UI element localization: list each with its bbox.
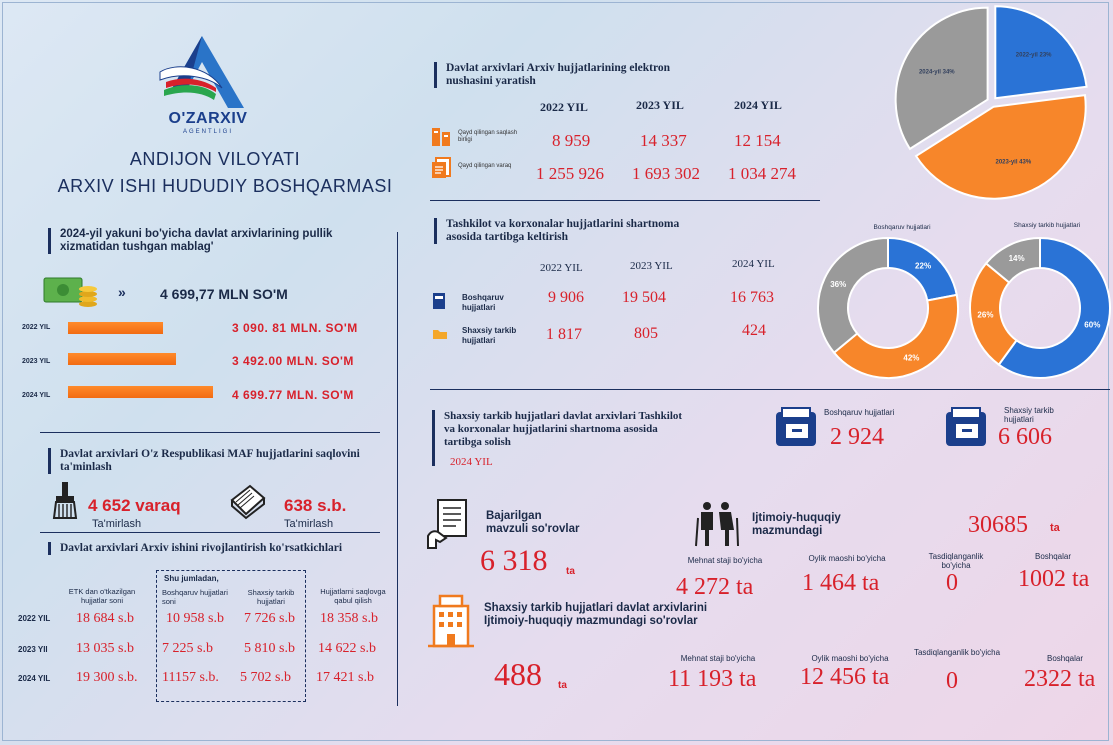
logo-text: O'ZARXIV (168, 110, 248, 127)
income-value: 3 090. 81 MLN. SO'M (232, 321, 358, 335)
electronic-cell: 8 959 (552, 131, 591, 150)
contract-cell: 19 504 (622, 289, 666, 306)
thematic-value: 6 318 (480, 544, 548, 577)
income-bar (68, 322, 163, 334)
contract-cell: 16 763 (730, 289, 774, 306)
indicators-col-header: ETK dan o'tkazilgan hujjatlar soni (68, 587, 136, 605)
divider (40, 432, 380, 433)
social-col-header: Mehnat staji bo'yicha (687, 556, 763, 565)
divider (430, 389, 1110, 390)
restore-heading: Davlat arxivlari O'z Respublikasi MAF hujjatlarini saqlovini ta'minlash (48, 448, 360, 474)
income-year: 2022 YIL (22, 324, 51, 331)
streamline-item-label: Boshqaruv hujjatlari (824, 408, 895, 417)
electronic-cell: 1 693 302 (632, 164, 700, 183)
money-icon (42, 274, 100, 310)
contract-row-label: Boshqaruv hujjatlari (462, 293, 504, 312)
indicators-year: 2023 YIl (18, 645, 48, 654)
binder-icon (432, 292, 446, 310)
streamline-item-value: 2 924 (830, 424, 884, 450)
electronic-cell: 12 154 (734, 131, 781, 150)
indicators-cell: 5 702 s.b (240, 670, 291, 685)
folder-icon (432, 328, 448, 340)
personal-col-header: Mehnat staji bo'yicha (680, 654, 756, 663)
restore-units-value: 638 s.b. (284, 496, 347, 515)
income-year: 2024 YIL (22, 392, 51, 399)
electronic-pie-chart (888, 2, 1098, 202)
personal-label: Shaxsiy tarkib hujjatlari davlat arxivlarini Ijtimoiy-huquqiy mazmundagi so'rovlar (484, 602, 708, 627)
income-year: 2023 YIL (22, 358, 51, 365)
file-drawer-icon (774, 406, 820, 450)
income-bar (68, 386, 213, 398)
indicators-cell: 18 358 s.b (320, 611, 378, 626)
streamline-item-label: Shaxsiy tarkib hujjatlari (1004, 406, 1054, 424)
donut-title: Boshqaruv hujjatlari (873, 224, 931, 231)
social-total: 30685 (968, 512, 1028, 538)
boshqaruv-donut-chart (814, 234, 962, 382)
thematic-unit: ta (566, 566, 575, 577)
indicators-cell: 17 421 s.b (316, 670, 374, 685)
social-value: 4 272 ta (676, 574, 754, 600)
pie-label: 60% (1084, 320, 1101, 330)
indicators-cell: 5 810 s.b (244, 641, 295, 656)
book-icon (228, 480, 268, 520)
indicators-col-header: Hujjatlarni saqlovga qabul qilish (320, 587, 386, 605)
personal-value: 488 (494, 656, 542, 692)
title-region: ANDIJON VILOYATI (129, 149, 301, 169)
contract-heading: Tashkilot va korxonalar hujjatlarini shartnoma asosida tartibga keltirish (434, 218, 716, 244)
pie-label: 2024-yil 34% (918, 69, 955, 76)
divider (430, 200, 820, 201)
pie-label: 2023-yil 43% (995, 159, 1032, 166)
archive-box-icon (430, 126, 454, 148)
contract-cell: 1 817 (546, 326, 582, 343)
title-department: ARXIV ISHI HUDUDIY BOSHQARMASI (57, 176, 393, 196)
electronic-heading: Davlat arxivlari Arxiv hujjatlarining elektron nushasini yaratish (434, 62, 696, 88)
personal-unit: ta (558, 680, 567, 691)
electronic-row-label: Qayd qilingan varaq (458, 163, 512, 169)
streamline-year: 2024 YIL (450, 456, 493, 468)
contract-cell: 9 906 (548, 289, 584, 306)
indicators-col-header: Shaxsiy tarkib hujjatlari (247, 588, 295, 606)
contract-year: 2023 YIL (630, 260, 673, 272)
restore-pages-value: 4 652 varaq (88, 496, 181, 515)
contract-year: 2022 YIL (540, 262, 583, 274)
indicators-cell: 11157 s.b. (162, 670, 219, 685)
pie-slice-2024 (818, 238, 888, 353)
restore-units-label: Ta'mirlash (284, 518, 334, 530)
indicators-cell: 13 035 s.b (76, 641, 134, 656)
contract-cell: 424 (742, 322, 766, 339)
pie-label: 14% (1008, 253, 1025, 263)
donut-title: Shaxsiy tarkib hujjatlari (1013, 222, 1081, 229)
file-drawer-icon (944, 406, 990, 450)
personal-cell: 11 193 ta (668, 666, 757, 692)
indicators-group-label: Shu jumladan, (164, 574, 219, 583)
indicators-cell: 18 684 s.b (76, 611, 134, 626)
contract-year: 2024 YIL (732, 258, 775, 270)
income-value: 4 699.77 MLN. SO'M (232, 388, 354, 402)
indicators-year: 2022 YIL (18, 614, 51, 623)
indicators-cell: 19 300 s.b. (76, 670, 138, 685)
social-col-header: Boshqalar (1034, 552, 1072, 561)
electronic-cell: 1 255 926 (536, 164, 604, 183)
electronic-cell: 1 034 274 (728, 164, 796, 183)
shaxsiy-donut-chart (966, 234, 1113, 382)
electronic-cell: 14 337 (640, 131, 687, 150)
social-value: 1002 ta (1018, 566, 1090, 592)
indicators-cell: 7 225 s.b (162, 641, 213, 656)
indicators-cell: 14 622 s.b (318, 641, 376, 656)
personal-cell: 0 (946, 668, 958, 694)
income-heading: 2024-yil yakuni bo'yicha davlat arxivlarining pullik xizmatidan tushgan mablag' (48, 228, 360, 254)
electronic-year: 2024 YIL (734, 98, 782, 112)
pie-label: 22% (915, 261, 932, 271)
personal-col-header: Tasdiqlanganlik bo'yicha (913, 648, 1001, 657)
document-hand-icon (426, 498, 470, 550)
personal-cell: 12 456 ta (800, 664, 890, 690)
social-col-header: Tasdiqlanganlik bo'yicha (928, 552, 984, 570)
thematic-label: Bajarilgan mavzuli so'rovlar (486, 510, 580, 535)
ozarxiv-logo-icon (158, 32, 250, 112)
social-total-unit: ta (1050, 522, 1060, 534)
electronic-year: 2022 YIL (540, 100, 588, 114)
divider-vertical (397, 232, 398, 706)
pie-label: 42% (903, 353, 920, 363)
social-value: 1 464 ta (802, 570, 880, 596)
indicators-year: 2024 YIL (18, 674, 51, 683)
social-label: Ijtimoiy-huquqiy mazmundagi (752, 512, 841, 537)
restore-pages-label: Ta'mirlash (92, 518, 142, 530)
income-bar (68, 353, 176, 365)
contract-cell: 805 (634, 325, 658, 342)
building-icon (426, 592, 476, 648)
pie-label: 36% (830, 280, 847, 290)
divider (40, 532, 380, 533)
indicators-cell: 10 958 s.b (166, 611, 224, 626)
pie-label: 2022-yil 23% (1015, 52, 1052, 59)
double-chevron-icon: » (118, 284, 126, 300)
document-stack-icon (430, 156, 454, 180)
income-value: 3 492.00 MLN. SO'M (232, 354, 354, 368)
contract-row-label: Shaxsiy tarkib hujjatlari (462, 326, 517, 345)
personal-col-header: Oylik maoshi bo'yicha (811, 654, 889, 663)
brush-icon (48, 480, 84, 520)
social-value: 0 (946, 570, 958, 596)
streamline-item-value: 6 606 (998, 424, 1052, 450)
streamline-heading: Shaxsiy tarkib hujjatlari davlat arxivlari Tashkilot va korxonalar hujjatlarini shartnoma asosida tartibga solish (432, 410, 684, 466)
pie-label: 26% (977, 310, 994, 320)
income-total: 4 699,77 MLN SO'M (160, 286, 288, 302)
social-col-header: Oylik maoshi bo'yicha (808, 554, 886, 563)
logo-subtext: AGENTLIGI (182, 129, 233, 135)
elderly-people-icon (694, 500, 740, 548)
electronic-row-label: Qayd qilingan saqlash birligi (458, 130, 518, 143)
personal-col-header: Boshqalar (1046, 654, 1084, 663)
indicators-cell: 7 726 s.b (244, 611, 295, 626)
indicators-heading: Davlat arxivlari Arxiv ishini rivojlantirish ko'rsatkichlari (48, 542, 390, 555)
personal-cell: 2322 ta (1024, 666, 1096, 692)
electronic-year: 2023 YIL (636, 98, 684, 112)
indicators-col-header: Boshqaruv hujjatlari soni (162, 588, 228, 606)
